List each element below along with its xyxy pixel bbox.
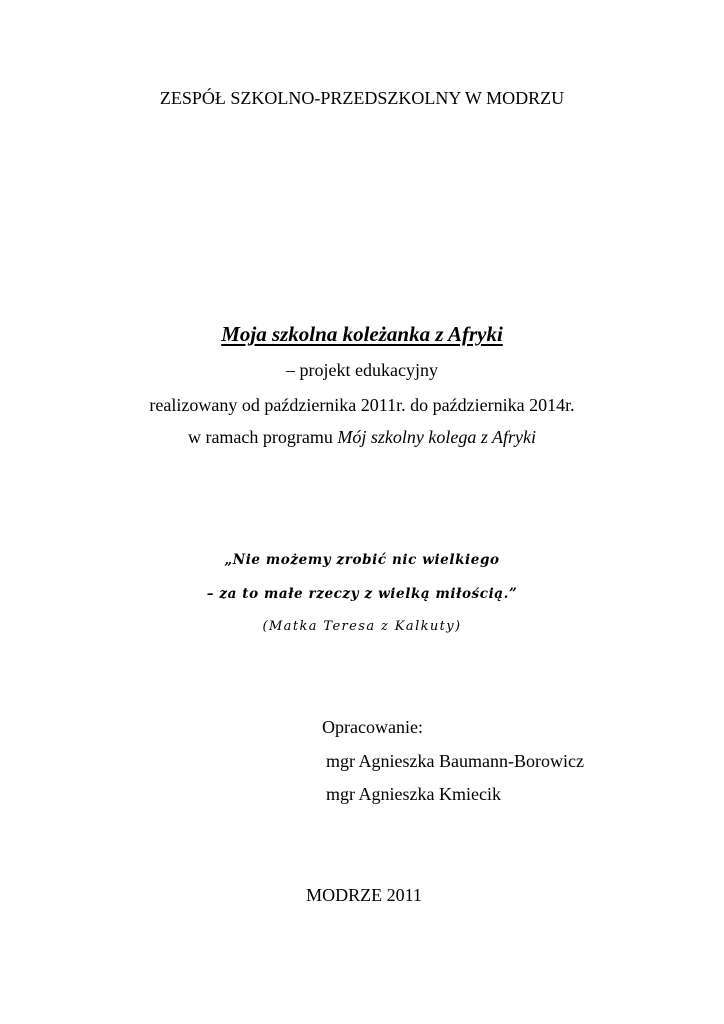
- quote-line-2: – za to małe rzeczy z wielką miłością.”: [206, 586, 518, 602]
- place-and-year: MODRZE 2011: [306, 885, 422, 905]
- project-title: Moja szkolna koleżanka z Afryki: [221, 322, 503, 346]
- prepared-by-label: Opracowanie:: [322, 717, 423, 737]
- program-name: Mój szkolny kolega z Afryki: [337, 427, 537, 447]
- program-prefix: w ramach programu: [187, 427, 338, 447]
- program-line: [0, 428, 724, 446]
- quote-author: (Matka Teresa z Kalkuty): [262, 619, 462, 634]
- quote-line-1: „Nie możemy zrobić nic wielkiego: [224, 552, 500, 568]
- project-subtitle: – projekt edukacyjny: [286, 360, 438, 380]
- project-dates: realizowany od października 2011r. do października 2014r.: [149, 395, 575, 415]
- author-name: mgr Agnieszka Kmiecik: [326, 784, 501, 804]
- school-name: ZESPÓŁ SZKOLNO-PRZEDSZKOLNY W MODRZU: [159, 88, 565, 108]
- author-name: mgr Agnieszka Baumann-Borowicz: [326, 751, 584, 771]
